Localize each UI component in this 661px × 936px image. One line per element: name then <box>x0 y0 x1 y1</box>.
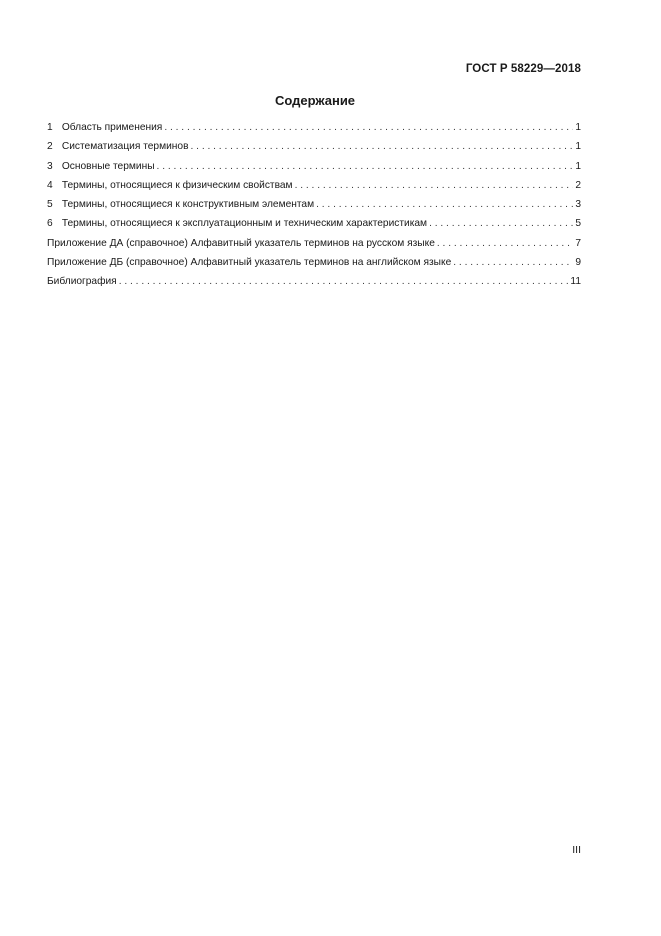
toc-entry-label <box>47 161 155 172</box>
toc-entry-title: Термины, относящиеся к эксплуатационным и техническим характеристикам <box>61 218 428 230</box>
toc-dot-leader <box>453 257 573 268</box>
toc-dot-leader <box>437 238 573 249</box>
toc-entry-title: Приложение ДА (справочное) Алфавитный указатель терминов на русском языке <box>47 237 435 249</box>
toc-entry[interactable] <box>47 141 581 160</box>
toc-entry-number: 3 <box>47 160 53 172</box>
toc-entry-label <box>47 199 314 210</box>
toc-entry-page: 2 <box>575 179 581 191</box>
toc-dot-leader <box>164 122 573 133</box>
document-code: ГОСТ Р 58229—2018 <box>465 63 581 75</box>
toc-dot-leader <box>295 180 574 191</box>
toc-dot-leader <box>191 141 574 152</box>
toc-entry[interactable] <box>47 122 581 141</box>
toc-entry-label <box>47 218 427 229</box>
toc-entry-number: 4 <box>47 179 53 191</box>
toc-entry-label <box>47 276 117 287</box>
toc-entry-title: Основные термины <box>61 160 155 172</box>
toc-entry[interactable] <box>47 276 581 295</box>
toc-entry-page: 11 <box>570 276 581 288</box>
toc-entry-page: 1 <box>575 141 581 153</box>
toc-entry-label <box>47 122 162 133</box>
toc-entry-page: 5 <box>575 218 581 230</box>
toc-entry-title: Область применения <box>61 122 163 133</box>
toc-entry[interactable] <box>47 161 581 180</box>
toc-entry-title: Термины, относящиеся к конструктивным элементам <box>61 199 315 211</box>
toc-entry[interactable] <box>47 199 581 218</box>
page-number: III <box>572 844 581 856</box>
toc-dot-leader <box>429 218 573 229</box>
toc-entry[interactable] <box>47 180 581 199</box>
toc-entry-label <box>47 257 451 268</box>
toc-entry-page: 9 <box>575 257 581 269</box>
toc-entry-page: 7 <box>575 237 581 249</box>
toc-entry-number: 2 <box>47 141 53 153</box>
toc-entry-title: Библиография <box>47 276 117 288</box>
toc-title: Содержание <box>274 93 356 108</box>
toc-entry[interactable] <box>47 238 581 257</box>
toc-entry[interactable] <box>47 218 581 237</box>
table-of-contents <box>47 122 581 296</box>
toc-dot-leader <box>316 199 573 210</box>
toc-entry-label <box>47 141 189 152</box>
toc-dot-leader <box>157 161 574 172</box>
toc-entry-number: 5 <box>47 199 53 211</box>
toc-entry[interactable] <box>47 257 581 276</box>
toc-entry-number: 1 <box>47 122 53 133</box>
toc-entry-page: 1 <box>575 122 581 133</box>
toc-entry-number: 6 <box>47 218 53 230</box>
toc-dot-leader <box>119 276 569 287</box>
toc-entry-label <box>47 180 293 191</box>
toc-entry-page: 3 <box>575 199 581 211</box>
toc-entry-title: Систематизация терминов <box>61 141 189 153</box>
toc-entry-page: 1 <box>575 160 581 172</box>
toc-entry-label <box>47 238 435 249</box>
toc-entry-title: Приложение ДБ (справочное) Алфавитный указатель терминов на английском языке <box>47 257 452 269</box>
toc-entry-title: Термины, относящиеся к физическим свойствам <box>61 179 293 191</box>
